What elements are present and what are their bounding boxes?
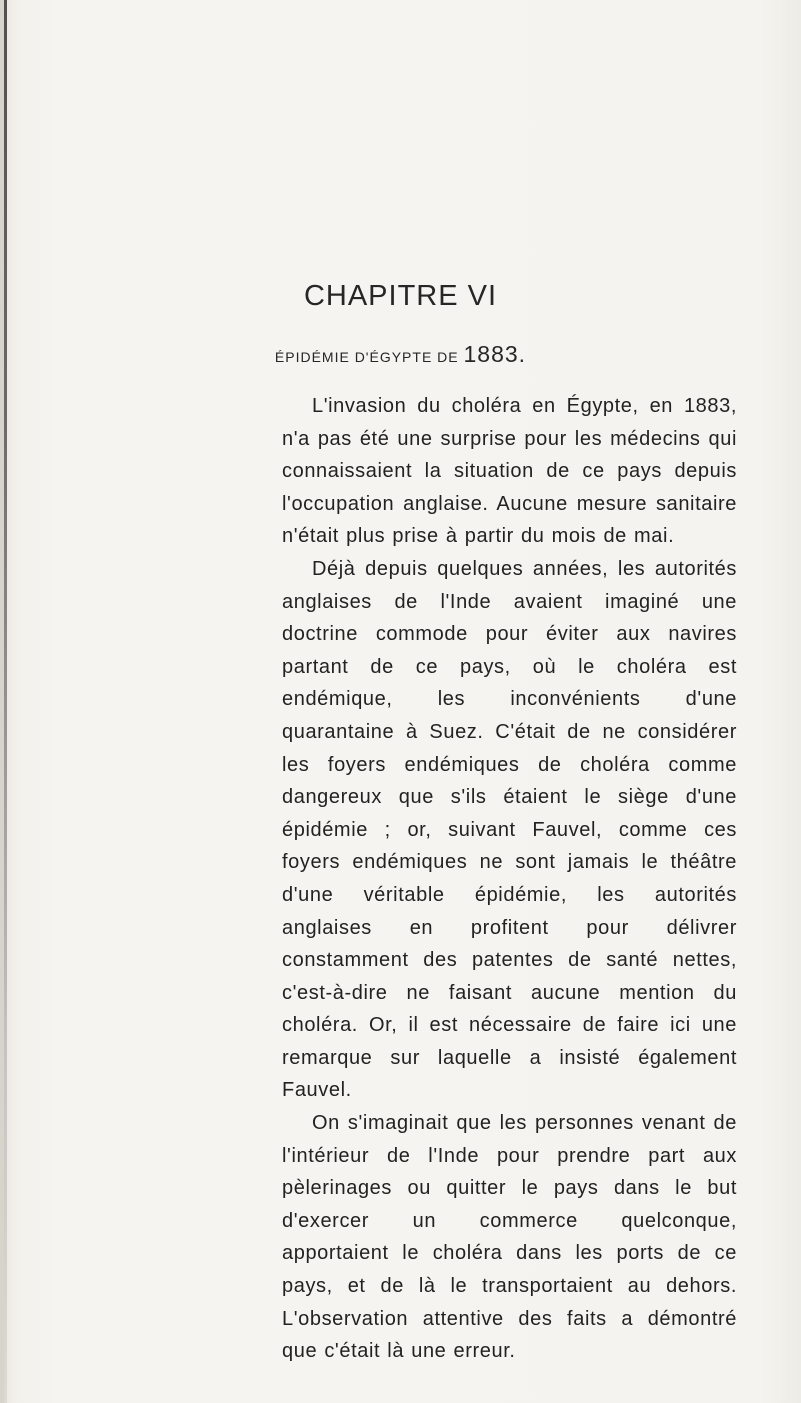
chapter-subtitle-text: ÉPIDÉMIE D'ÉGYPTE DE bbox=[274, 349, 464, 365]
paragraph-3: On s'imaginait que les personnes venant de l'intérieur de l'Inde pour prendre part aux pèlerinages ou quitter le pays dans le but d'exercer un commerce quelconque, apportaient le choléra dans les ports de ce pays, et de là le transportaient au dehors. L'observation attentive des faits a démontré que c'était là une erreur. bbox=[282, 1112, 737, 1363]
chapter-subtitle-year: 1883. bbox=[463, 341, 527, 367]
chapter-title: CHAPITRE VI bbox=[303, 280, 498, 312]
page-binding-edge bbox=[4, 0, 7, 1403]
chapter-subtitle bbox=[0, 341, 801, 368]
chapter-body bbox=[282, 390, 737, 1368]
paragraph-1: L'invasion du choléra en Égypte, en 1883, n'a pas été une surprise pour les médecins qui connaissaient la situation de ce pays depuis l'occupation anglaise. Aucune mesure sanitaire n'était plus prise à partir du mois de mai. bbox=[282, 395, 737, 548]
paragraph-2: Déjà depuis quelques années, les autorités anglaises de l'Inde avaient imaginé une doctrine commode pour éviter aux navires partant de ce pays, où le choléra est endémique, les inconvénients d'une quarantaine à Suez. C'était de ne considérer les foyers endémiques de choléra comme dangereux que s'ils étaient le siège d'une épidémie ; or, suivant Fauvel, comme ces foyers endémiques ne sont jamais le théâtre d'une véritable épidémie, les autorités anglaises en profitent pour délivrer constamment des patentes de santé nettes, c'est-à-dire ne faisant aucune mention du choléra. Or, il est nécessaire de faire ici une remarque sur laquelle a insisté également Fauvel. bbox=[282, 557, 737, 1102]
